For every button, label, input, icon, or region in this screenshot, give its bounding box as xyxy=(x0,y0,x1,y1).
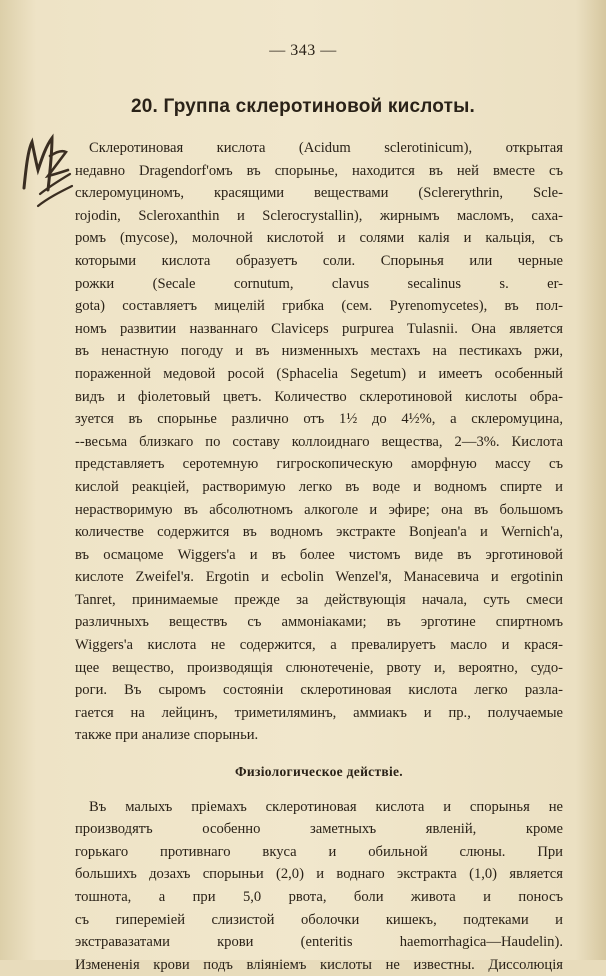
text-line: гается на лейцинъ, триметиляминъ, аммиакъ и пр., получаемые xyxy=(75,704,563,721)
text-line: Измененія крови подъ вліяніемъ кислоты не известны. Диссолюція xyxy=(75,956,563,973)
text-line: недавно Dragendorf'омъ въ спорынье, находится въ ней вместе съ xyxy=(75,162,563,179)
text-line: количестве содержится въ водномъ экстракте Bonjean'a и Wernich'a, xyxy=(75,524,563,541)
body-text xyxy=(75,137,563,976)
text-line: различныхъ веществъ съ аммоніаками; въ эрготине спиртномъ xyxy=(75,614,563,631)
text-line: --весьма близкаго по составу коллоиднаго вещества, 2—3%. Кислота xyxy=(75,433,563,450)
text-line: пораженной медовой росой (Sphacelia Segetum) и имеетъ особенный xyxy=(75,365,563,382)
text-line: производятъ особенно заметныхъ явленій, кроме xyxy=(75,821,563,838)
text-line: въ осмацоме Wiggers'a и въ более чистомъ виде въ эрготиновой xyxy=(75,546,563,563)
text-line: представляетъ серотемную гигроскопическую аморфную массу съ xyxy=(75,456,563,473)
handwritten-margin-note xyxy=(10,128,74,210)
text-line: рожки (Secale cornutum, clavus secalinus s. er- xyxy=(75,275,563,292)
text-line: видъ и фіолетовый цветъ. Количество склеротиновой кислоты обра- xyxy=(75,388,563,405)
paragraph-composition xyxy=(75,137,563,747)
text-line: склеромуциномъ, красящими веществами (Sclererythrin, Scle- xyxy=(75,185,563,202)
text-line: ромъ (mycose), молочной кислотой и солями калія и кальція, съ xyxy=(75,230,563,247)
text-line: экстравазатами крови (enteritis haemorrhagica—Haudelin). xyxy=(75,934,563,951)
subsection-heading: Физіологическое действіе. xyxy=(235,764,403,780)
text-line: тошнота, а при 5,0 рвота, боли живота и поносъ xyxy=(75,889,563,905)
text-line: роги. Въ сыромъ состояніи склеротиновая кислота легко разла- xyxy=(75,682,563,699)
text-line: Въ малыхъ пріемахъ склеротиновая кислота и спорынья не xyxy=(89,798,563,815)
text-line: также при анализе спорыньи. xyxy=(75,727,259,744)
text-line: зуется въ спорынье различно отъ 1½ до 4½%, а склеромуцина, xyxy=(75,411,563,428)
text-line: съ гиперемiей слизистой оболочки кишекъ, подтеками и xyxy=(75,911,563,928)
text-line: кислой реакціей, растворимую легко въ воде и водномъ спирте и xyxy=(75,478,563,495)
text-line: номъ развитии названнаго Claviceps purpurea Tulasnii. Она является xyxy=(75,320,563,337)
text-line: щее вещество, производящія слюнотеченіе, рвоту и, вероятно, судо- xyxy=(75,659,563,676)
section-heading: 20. Группа склеротиновой кислоты. xyxy=(130,96,476,117)
page-number: — 343 — xyxy=(269,42,337,59)
text-line: кислоте Zweifel'я. Ergotin и ecbolin Wenzel'я, Манасевича и ergotinin xyxy=(75,569,563,586)
text-line: большихъ дозахъ спорыньи (2,0) и воднаго экстракта (1,0) является xyxy=(75,866,563,883)
text-line: Tanret, принимаемые прежде за действующія начала, суть смеси xyxy=(75,591,563,608)
paragraph-physiology xyxy=(75,796,563,976)
text-line: нерастворимую въ абсолютномъ алкоголе и эфире; она въ большомъ xyxy=(75,501,563,518)
text-line: Склеротиновая кислота (Acidum sclerotinicum), открытая xyxy=(89,140,563,156)
text-line: Wiggers'a кислота не содержится, а превалируетъ масло и крася- xyxy=(75,637,563,654)
text-line: rojodin, Scleroxanthin и Sclerocrystallin), жирнымъ масломъ, саха- xyxy=(75,207,563,224)
text-line: горькаго противнаго вкуса и обильной слюны. При xyxy=(75,843,563,860)
text-line: gota) составляетъ мицелій грибка (сем. Pyrenomycetes), въ пол- xyxy=(75,298,563,315)
text-line: которыми кислота образуетъ соли. Спорынья или черные xyxy=(75,252,563,269)
text-line: въ ненастную погоду и въ низменныхъ местахъ на пестикахъ ржи, xyxy=(75,343,563,360)
